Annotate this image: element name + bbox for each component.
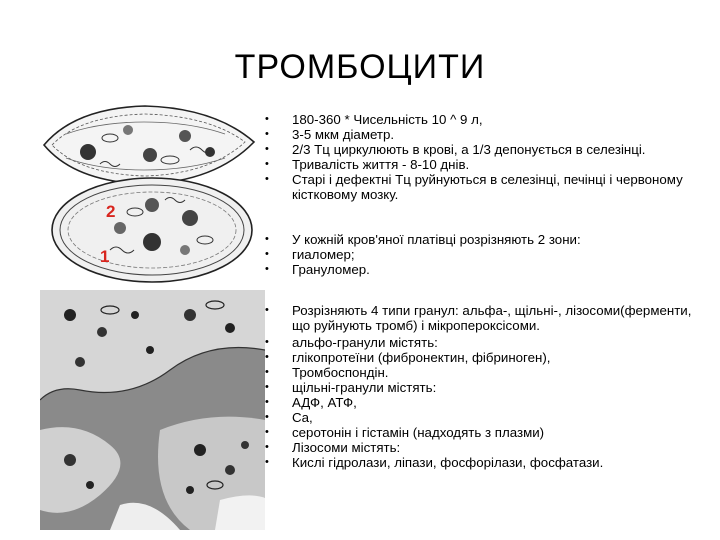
platelet-micrograph <box>40 290 265 530</box>
list-item: • Старі і дефектні Тц руйнуються в селезінці, печінці і червоному кістковому мозку. <box>258 172 698 202</box>
platelet-section-elongated <box>44 106 254 184</box>
list-item: • 180-360 * Чисельність 10 ^ 9 л, <box>258 112 698 127</box>
platelet-illustrations <box>40 100 265 530</box>
list-item: • гиаломер; <box>258 247 698 262</box>
slide-title: ТРОМБОЦИТИ <box>234 48 486 86</box>
list-item: • альфо-гранули містять: <box>258 335 698 350</box>
list-item: • 2/3 Тц циркулюють в крові, а 1/3 депонується в селезінці. <box>258 142 698 157</box>
list-item: • Тромбоспондін. <box>258 365 698 380</box>
facts-list-granules <box>258 303 698 470</box>
list-item: • Тривалість життя - 8-10 днів. <box>258 157 698 172</box>
facts-list-general <box>258 112 698 202</box>
list-item: • Лізосоми містять: <box>258 440 698 455</box>
facts-list-zones <box>258 232 698 277</box>
platelet-drawings <box>40 100 265 530</box>
list-item: • Розрізняють 4 типи гранул: альфа-, щільні-, лізосоми(ферменти, що руйнують тромб) і мікропероксісоми. <box>258 303 698 333</box>
list-item: • щільні-гранули містять: <box>258 380 698 395</box>
list-item: • Ca, <box>258 410 698 425</box>
zone-label-1: 1 <box>100 247 110 266</box>
list-item: • АДФ, АТФ, <box>258 395 698 410</box>
list-item: • 3-5 мкм діаметр. <box>258 127 698 142</box>
list-item: • глікопротеїни (фибронектин, фібриноген), <box>258 350 698 365</box>
platelet-section-round <box>52 178 252 282</box>
list-item: • У кожній кров'яної платівці розрізняють 2 зони: <box>258 232 698 247</box>
list-item: • Кислі гідролази, ліпази, фосфорілази, фосфатази. <box>258 455 698 470</box>
zone-label-2: 2 <box>106 202 116 221</box>
list-item: • серотонін і гістамін (надходять з плазми) <box>258 425 698 440</box>
list-item: • Грануломер. <box>258 262 698 277</box>
